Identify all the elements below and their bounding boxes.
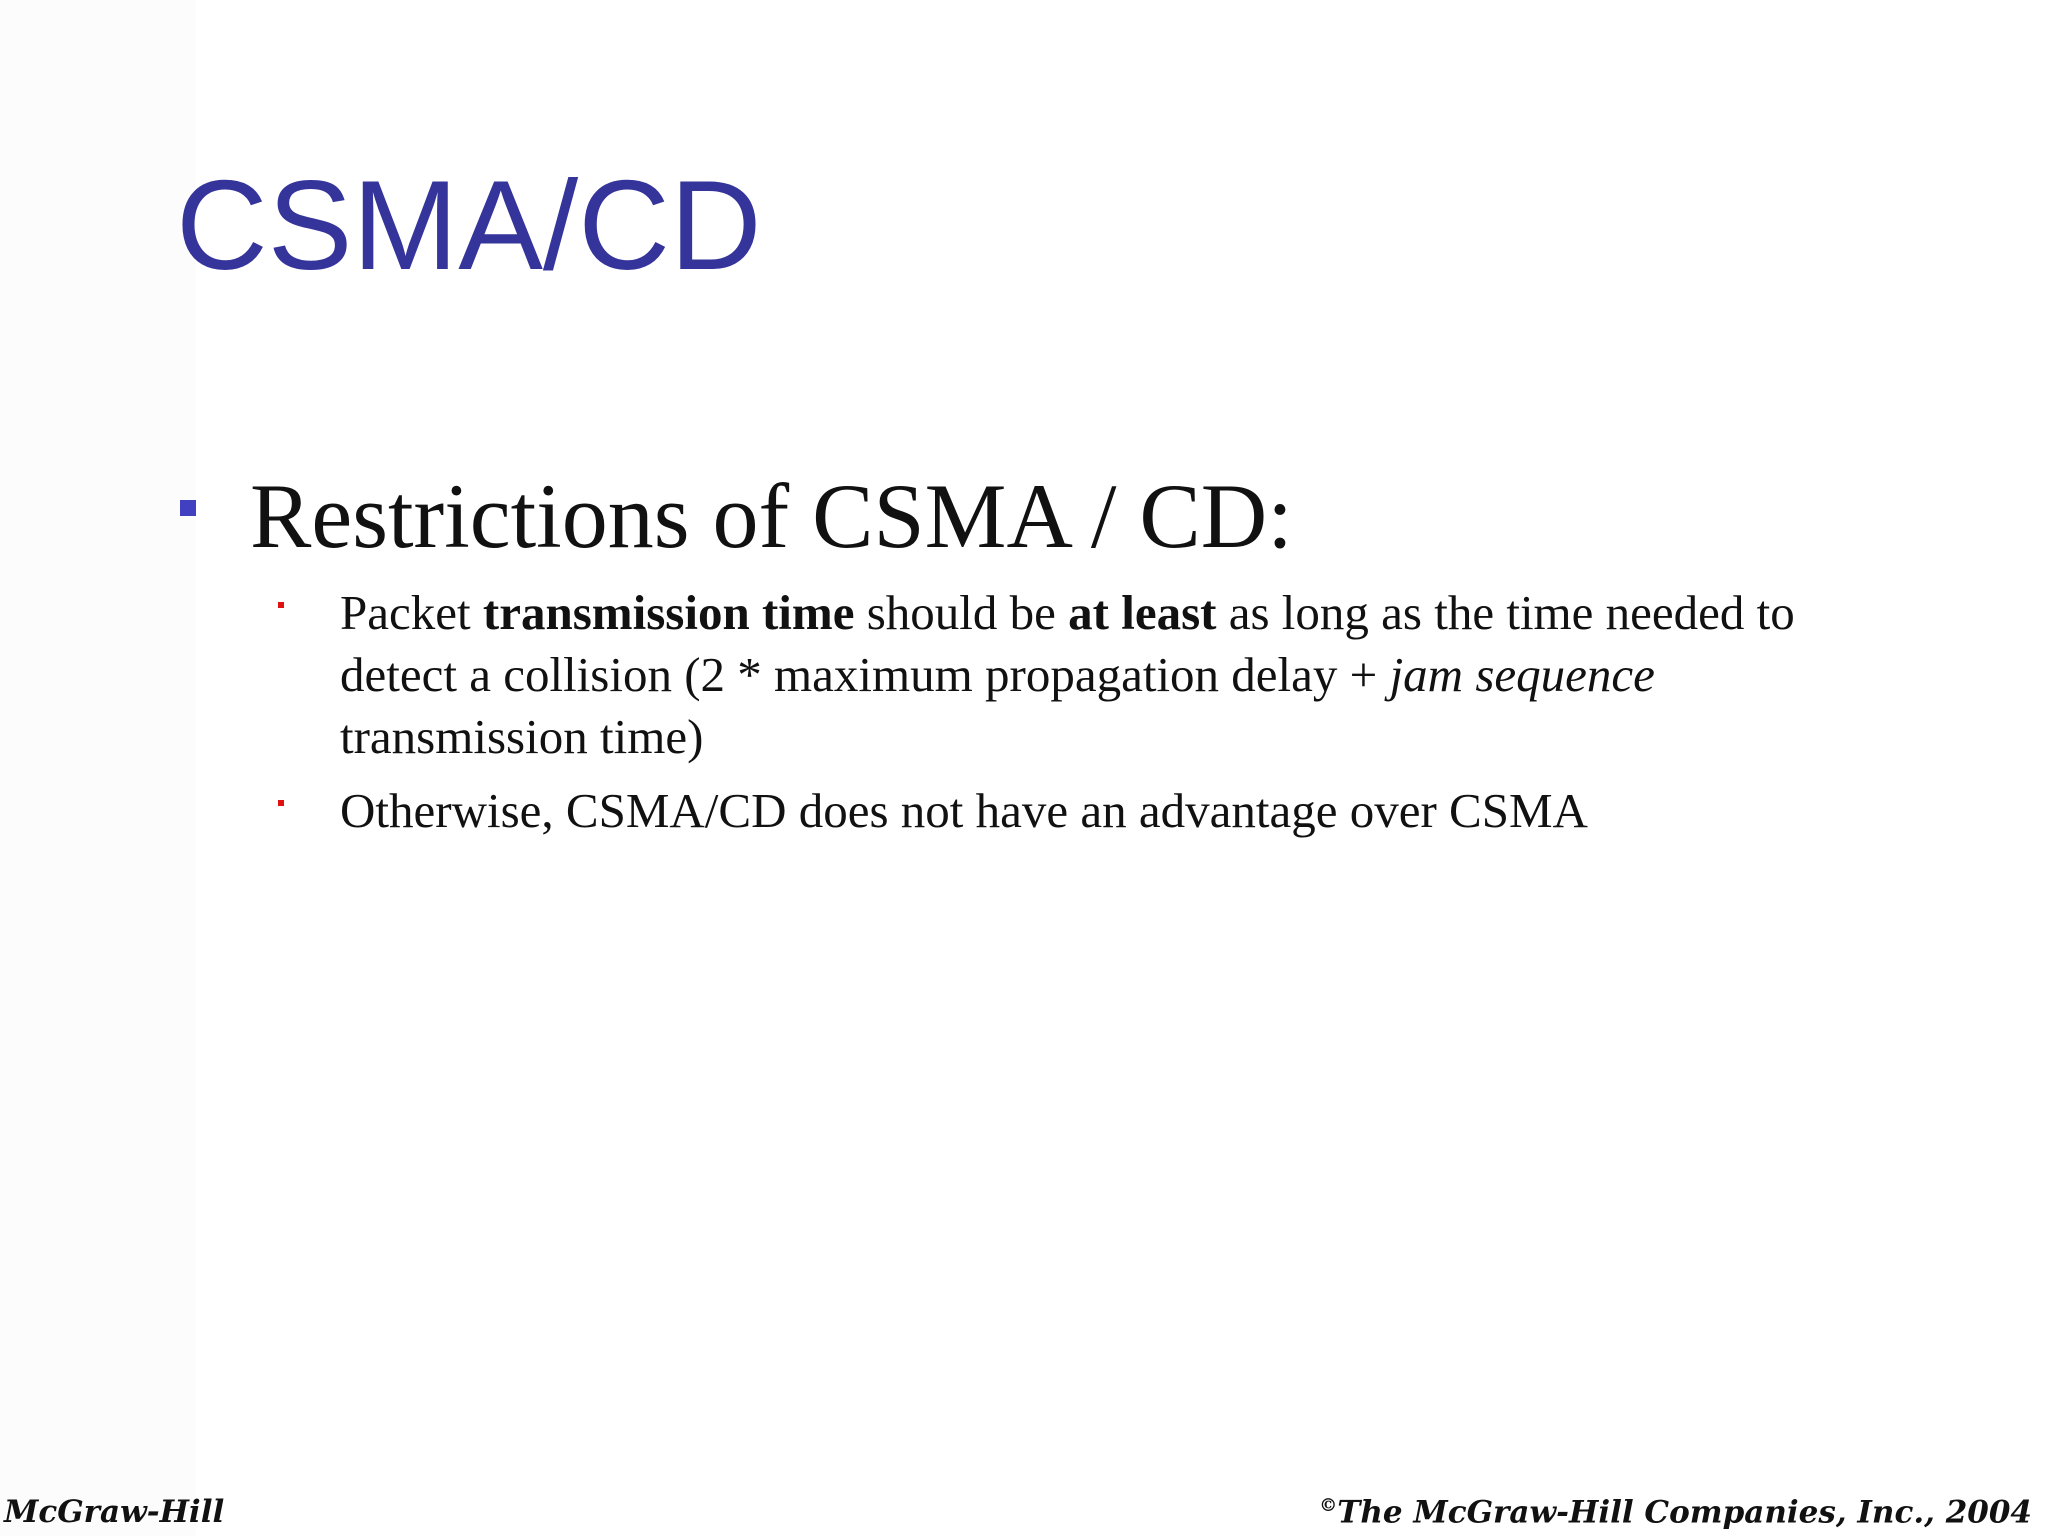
sub-bullet-text-1-part-1: Packet xyxy=(340,585,483,640)
emphasis-jam-sequence: jam sequence xyxy=(1389,647,1655,702)
footer-copyright-text: The McGraw-Hill Companies, Inc., 2004 xyxy=(1337,1494,2032,1530)
emphasis-transmission-time: transmission time xyxy=(482,585,855,640)
small-square-bullet-icon xyxy=(278,602,284,608)
copyright-symbol: © xyxy=(1319,1494,1338,1516)
sub-bullet-text-1-part-3: should be xyxy=(854,585,1069,640)
sub-bullet-list xyxy=(272,582,1892,854)
main-bullet-text: Restrictions of CSMA / CD: xyxy=(250,465,1293,567)
footer-publisher: McGraw-Hill xyxy=(4,1494,225,1530)
sub-bullet-item-2 xyxy=(272,780,1892,842)
sub-bullet-text-2: Otherwise, CSMA/CD does not have an advantage over CSMA xyxy=(340,783,1588,838)
square-bullet-icon xyxy=(180,500,196,516)
slide-title: CSMA/CD xyxy=(176,154,762,296)
sub-bullet-text-1-part-7: transmission time) xyxy=(340,709,704,764)
sub-bullet-item-1 xyxy=(272,582,1892,768)
footer-copyright xyxy=(1319,1494,2032,1530)
emphasis-at-least: at least xyxy=(1068,585,1217,640)
sub-bullet-text-1-part-5: as long as the time needed to detect a collision (2 * maximum propagation delay + xyxy=(340,585,1795,702)
small-square-bullet-icon xyxy=(278,800,284,806)
